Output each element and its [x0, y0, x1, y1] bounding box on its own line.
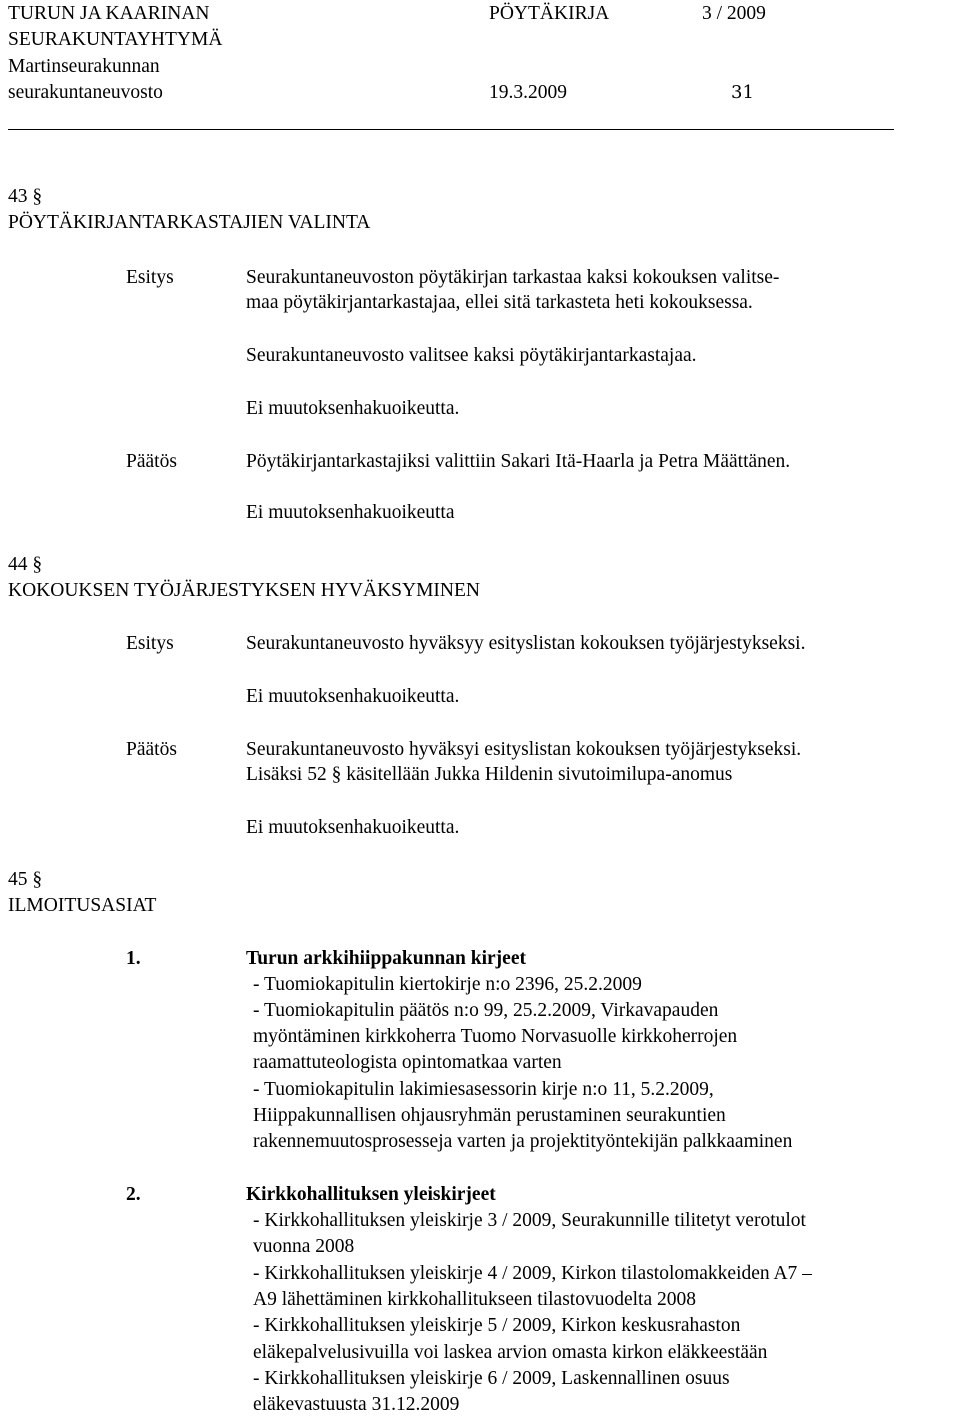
section-number: 43: [8, 186, 28, 207]
header-rule: [8, 129, 894, 130]
paatos-label: Päätös: [126, 451, 177, 472]
paatos-text-part: käsitellään Jukka Hildenin sivutoimilupa-anomus: [346, 764, 733, 785]
section-symbol: §: [331, 764, 342, 785]
notice-line: - Kirkkohallituksen yleiskirje 4 / 2009, Kirkon tilastolomakkeiden A7 –: [253, 1263, 812, 1284]
section-number: 45: [8, 869, 28, 890]
esitys-text-line: Seurakuntaneuvoston pöytäkirjan tarkastaa kaksi kokouksen valitse-: [246, 267, 780, 288]
esitys-text-line: maa pöytäkirjantarkastajaa, ellei sitä tarkasteta heti kokouksessa.: [246, 292, 753, 313]
notice-number: 1.: [126, 948, 141, 969]
page-number: 31: [731, 82, 754, 103]
notice-line: myöntäminen kirkkoherra Tuomo Norvasuolle kirkkoherrojen: [253, 1026, 738, 1047]
notice-line: raamattuteologista opintomatkaa varten: [253, 1052, 562, 1073]
paatos-text: Pöytäkirjantarkastajiksi valittiin Sakari Itä-Haarla ja Petra Määttänen.: [246, 451, 791, 472]
document-number: 3 / 2009: [702, 3, 766, 24]
meeting-date: 19.3.2009: [489, 82, 567, 103]
paatos-text-line2: [246, 762, 732, 788]
esitys-note: Ei muutoksenhakuoikeutta.: [246, 686, 460, 707]
org-name-line4: seurakuntaneuvosto: [8, 82, 163, 103]
section-symbol: §: [32, 186, 43, 207]
notice-line: eläkepalvelusivuilla voi laskea arvion omasta kirkon eläkkeestään: [253, 1342, 768, 1363]
notice-heading: Kirkkohallituksen yleiskirjeet: [246, 1184, 496, 1205]
notice-line: - Kirkkohallituksen yleiskirje 6 / 2009, Laskennallinen osuus: [253, 1368, 730, 1389]
section-number: 44: [8, 554, 28, 575]
esitys-note: Ei muutoksenhakuoikeutta.: [246, 398, 460, 419]
section-44-title: KOKOUKSEN TYÖJÄRJESTYKSEN HYVÄKSYMINEN: [8, 580, 480, 601]
notice-line: - Tuomiokapitulin päätös n:o 99, 25.2.2009, Virkavapauden: [253, 1000, 719, 1021]
notice-line: vuonna 2008: [253, 1236, 355, 1257]
esitys-text-line: Seurakuntaneuvosto valitsee kaksi pöytäkirjantarkastajaa.: [246, 345, 697, 366]
notice-line: - Kirkkohallituksen yleiskirje 3 / 2009, Seurakunnille tilitetyt verotulot: [253, 1210, 806, 1231]
notice-number: 2.: [126, 1184, 141, 1205]
org-name-line1: TURUN JA KAARINAN: [8, 3, 210, 24]
notice-heading: Turun arkkihiippakunnan kirjeet: [246, 948, 526, 969]
notice-line: Hiippakunnallisen ohjausryhmän perustaminen seurakuntien: [253, 1105, 726, 1126]
section-44-heading: [8, 552, 42, 578]
paatos-note: Ei muutoksenhakuoikeutta: [246, 502, 455, 523]
paatos-text-part: Lisäksi 52: [246, 764, 327, 785]
section-symbol: §: [32, 869, 43, 890]
section-43-heading: [8, 184, 42, 210]
section-symbol: §: [32, 554, 43, 575]
org-name-line2: SEURAKUNTAYHTYMÄ: [8, 29, 223, 50]
section-45-heading: [8, 867, 42, 893]
section-43-title: PÖYTÄKIRJANTARKASTAJIEN VALINTA: [8, 212, 371, 233]
notice-line: - Tuomiokapitulin lakimiesasessorin kirje n:o 11, 5.2.2009,: [253, 1079, 714, 1100]
notice-line: eläkevastuusta 31.12.2009: [253, 1394, 460, 1415]
paatos-text: Seurakuntaneuvosto hyväksyi esityslistan kokouksen työjärjestykseksi.: [246, 739, 802, 760]
paatos-label: Päätös: [126, 739, 177, 760]
esitys-text: Seurakuntaneuvosto hyväksyy esityslistan kokouksen työjärjestykseksi.: [246, 633, 806, 654]
org-name-line3: Martinseurakunnan: [8, 56, 160, 77]
notice-line: A9 lähettäminen kirkkohallitukseen tilastovuodelta 2008: [253, 1289, 696, 1310]
notice-line: - Tuomiokapitulin kiertokirje n:o 2396, 25.2.2009: [253, 974, 642, 995]
esitys-label: Esitys: [126, 267, 174, 288]
paatos-note: Ei muutoksenhakuoikeutta.: [246, 817, 460, 838]
document-type: PÖYTÄKIRJA: [489, 3, 610, 24]
notice-line: rakennemuutosprosesseja varten ja projektityöntekijän palkkaaminen: [253, 1131, 793, 1152]
esitys-label: Esitys: [126, 633, 174, 654]
notice-line: - Kirkkohallituksen yleiskirje 5 / 2009, Kirkon keskusrahaston: [253, 1315, 741, 1336]
section-45-title: ILMOITUSASIAT: [8, 895, 157, 916]
